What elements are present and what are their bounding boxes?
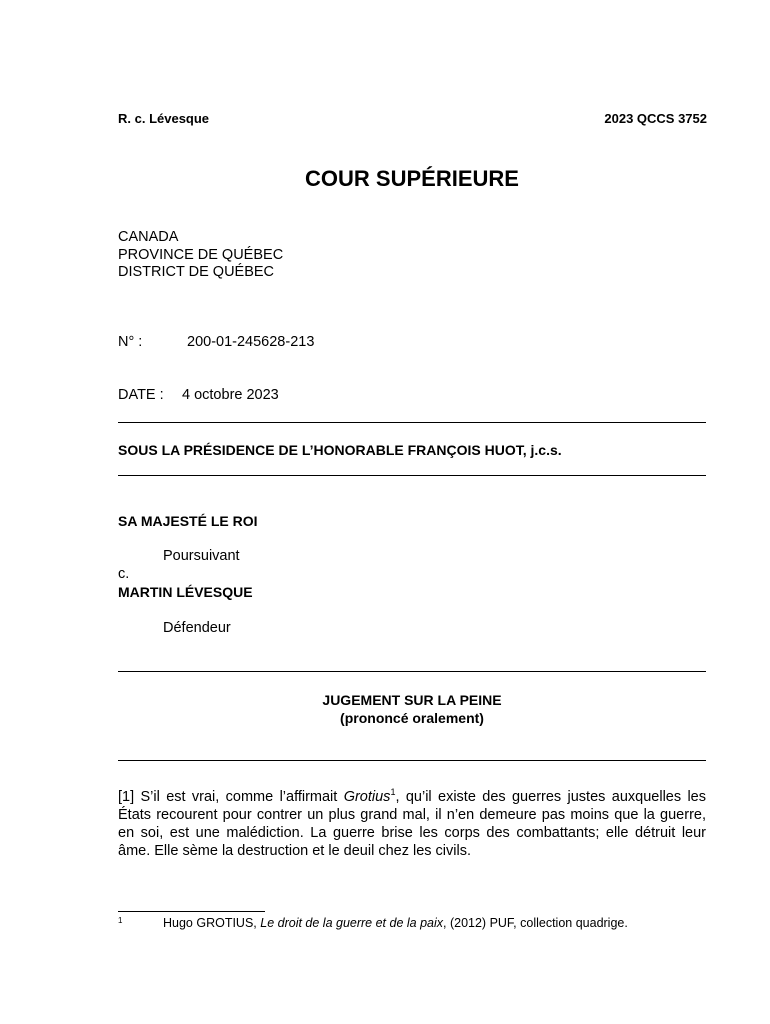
jurisdiction-country: CANADA: [118, 229, 179, 245]
judgment-title: JUGEMENT SUR LA PEINE: [322, 692, 502, 708]
footnote-author: Hugo GROTIUS,: [163, 916, 261, 930]
versus-label: c.: [118, 566, 130, 582]
footnote-separator: [118, 911, 265, 912]
paragraph-number: [1]: [118, 789, 135, 805]
footnote-rest: , (2012) PUF, collection quadrige.: [443, 916, 628, 930]
paragraph-text-end: , qu’il existe des guerres justes auxquelles les États recourent pour contrer un plus grand mal, il n’en demeure pas moins que la guerre, en soi, est une malédiction. La guerre brise les corps des combattants; elle détruit leur âme. Elle sème la destruction et le deuil chez les civils.: [118, 789, 707, 859]
defendant-name: MARTIN LÉVESQUE: [118, 584, 253, 600]
case-citation: 2023 QCCS 3752: [604, 111, 707, 126]
judgment-subtitle: (prononcé oralement): [340, 710, 484, 726]
case-name: R. c. Lévesque: [118, 111, 210, 126]
divider: [118, 760, 706, 761]
date-label: DATE :: [118, 387, 164, 403]
court-title: COUR SUPÉRIEURE: [305, 166, 519, 191]
file-number-label: N° :: [118, 334, 143, 350]
footnote-reference[interactable]: 1: [390, 787, 396, 798]
divider: [118, 475, 706, 476]
jurisdiction-province: PROVINCE DE QUÉBEC: [118, 246, 284, 263]
footnote-title: Le droit de la guerre et de la paix: [260, 916, 444, 930]
jurisdiction-district: DISTRICT DE QUÉBEC: [118, 264, 275, 280]
defendant-role: Défendeur: [163, 620, 231, 636]
prosecutor-name: SA MAJESTÉ LE ROI: [118, 513, 258, 529]
paragraph-text-start: S’il est vrai, comme l’affirmait: [134, 789, 344, 805]
prosecutor-role: Poursuivant: [163, 548, 240, 564]
presiding-judge: SOUS LA PRÉSIDENCE DE L’HONORABLE FRANÇOIS HUOT, j.c.s.: [118, 442, 562, 458]
date-value: 4 octobre 2023: [182, 387, 279, 403]
divider: [118, 422, 706, 423]
judgment-heading: [118, 691, 706, 727]
paragraph-italic-name: Grotius: [343, 789, 391, 805]
jurisdiction-block: [118, 229, 283, 282]
divider: [118, 671, 706, 672]
footnote-text: [163, 916, 628, 930]
footnote-number: 1: [118, 916, 123, 925]
file-number-value: 200-01-245628-213: [187, 334, 315, 350]
paragraph-1: [118, 788, 706, 860]
